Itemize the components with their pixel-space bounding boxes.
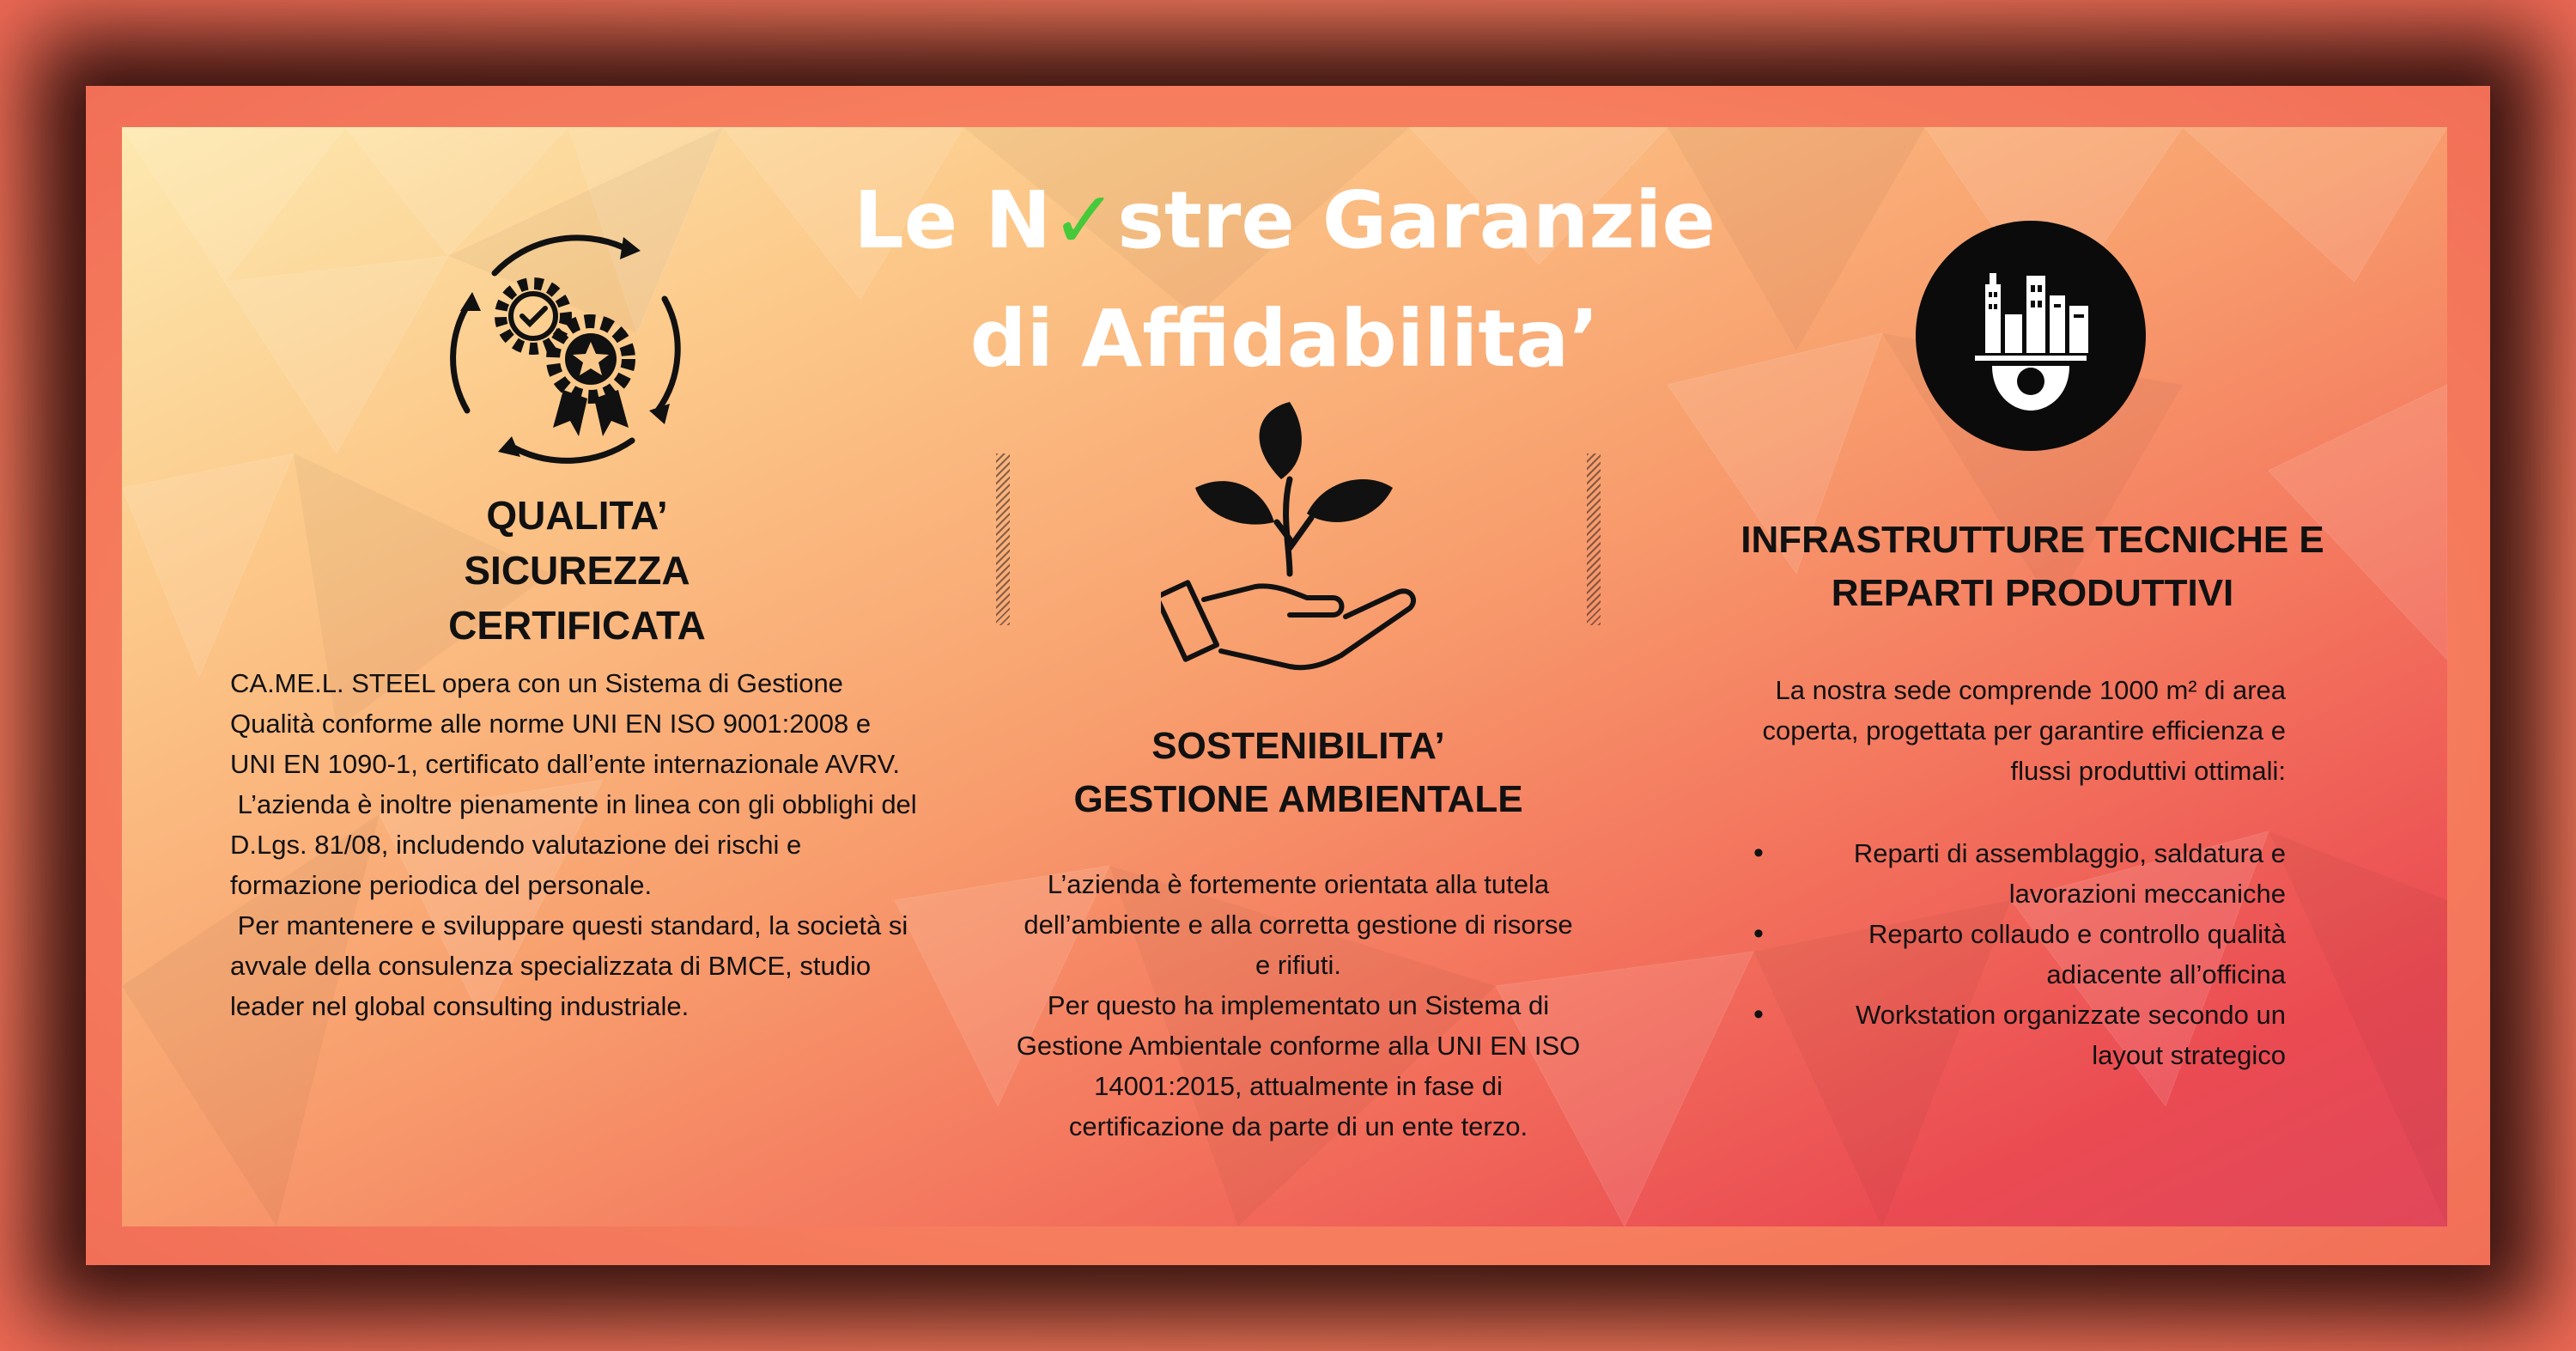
sustainability-paragraph: L’azienda è fortemente orientata alla tutela dell’ambiente e alla corretta gestione di risorse e rifiuti. <box>1024 869 1573 980</box>
checkmark-icon: ✓ <box>1051 174 1118 266</box>
guarantees-card <box>122 127 2447 1226</box>
divider-right <box>1587 453 1601 625</box>
list-item: • Reparto collaudo e controllo qualità adiacente all’officina <box>1753 917 2286 989</box>
quality-heading: QUALITA’ SICUREZZA CERTIFICATA <box>448 493 706 648</box>
infrastructure-heading: INFRASTRUTTURE TECNICHE E REPARTI PRODUTTIVI <box>1741 519 2324 614</box>
title-line-1: Le N✓stre Garanzie <box>122 161 2447 280</box>
plant-in-hand-icon <box>1161 393 1436 677</box>
quality-paragraph: Per mantenere e sviluppare questi standard, la società si avvale della consulenza specializzata di BMCE, studio leader nel global consulting industriale. <box>230 910 915 1021</box>
divider-left <box>996 453 1010 625</box>
gear-certificate-cycle-icon <box>443 222 701 471</box>
list-item: • Reparti di assemblaggio, saldatura e lavorazioni meccaniche <box>1753 837 2286 909</box>
infrastructure-intro: La nostra sede comprende 1000 m² di area coperta, progettata per garantire efficienza e flussi produttivi ottimali: <box>1762 675 2286 786</box>
sustainability-heading: SOSTENIBILITA’ GESTIONE AMBIENTALE <box>1073 725 1523 820</box>
infrastructure-bullets <box>1753 833 2286 1075</box>
quality-paragraph: L’azienda è inoltre pienamente in linea con gli obblighi del D.Lgs. 81/08, includendo valutazione dei rischi e formazione periodica del personale. <box>230 789 925 900</box>
quality-paragraph: CA.ME.L. STEEL opera con un Sistema di Gestione Qualità conforme alle norme UNI EN ISO 9001:2008 e UNI EN 1090-1, certificato dall’ente internazionale AVRV. <box>230 668 901 779</box>
title-line-2: di Affidabilita’ <box>969 293 1600 385</box>
sustainability-description <box>1015 864 1582 1147</box>
sustainability-paragraph: Per questo ha implementato un Sistema di Gestione Ambientale conforme alla UNI EN ISO 14001:2015, attualmente in fase di certificazione da parte di un ente terzo. <box>1016 990 1581 1141</box>
list-item: • Workstation organizzate secondo un layout strategico <box>1753 998 2286 1070</box>
industrial-buildings-gear-icon <box>1915 220 2147 452</box>
infrastructure-description <box>1736 670 2286 791</box>
quality-description <box>230 663 925 1026</box>
